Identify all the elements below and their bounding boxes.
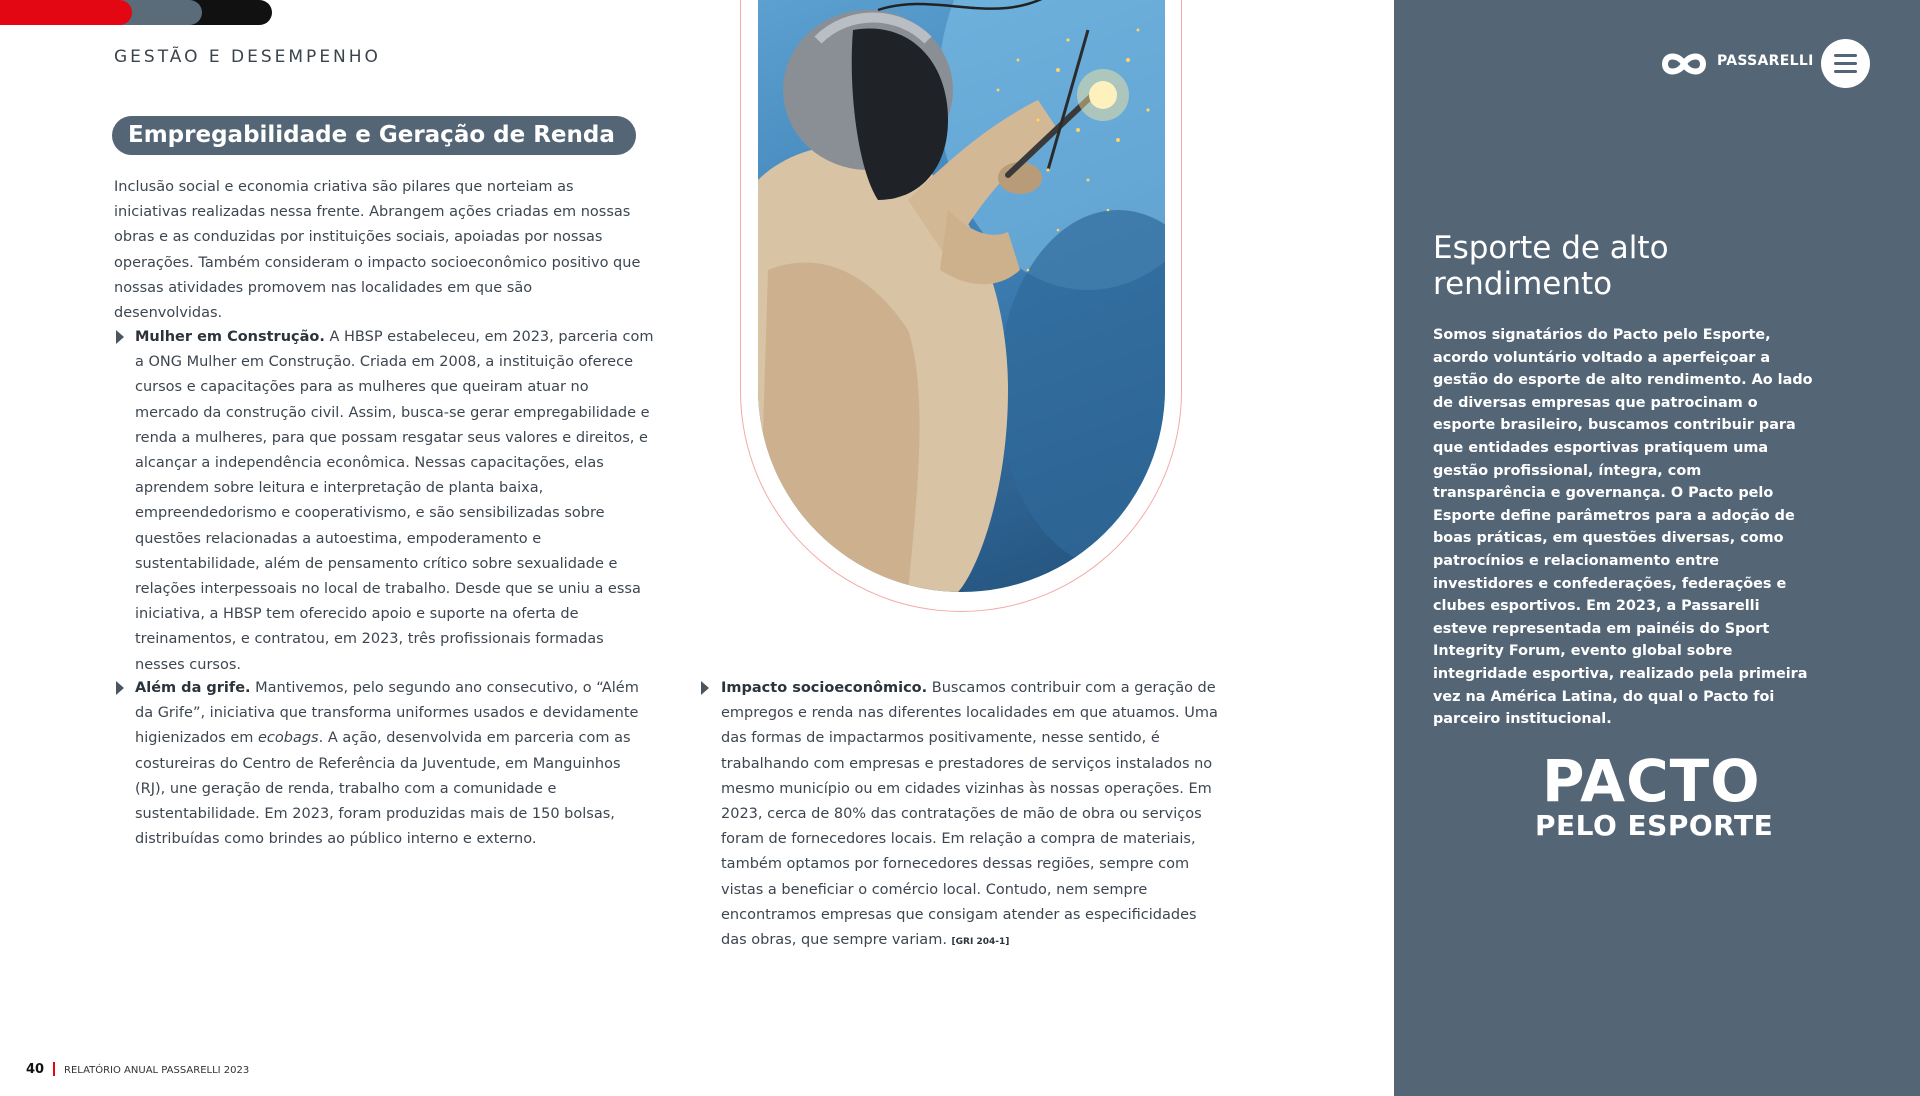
bullet-icon — [701, 681, 709, 695]
pacto-logo-subtitle: PELO ESPORTE — [1535, 809, 1774, 842]
bullet-mulher-em-construcao — [135, 325, 655, 678]
progress-tabs — [0, 0, 272, 25]
progress-tab-red[interactable] — [0, 0, 132, 25]
bullet-body: A HBSP estabeleceu, em 2023, parceria com a ONG Mulher em Construção. Criada em 2008, a instituição oferece cursos e capacitações para as mulheres que queiram atuar no mercado da construção civil. Assim, busca-se gerar empregabilidade e renda a mulheres, para que possam resgatar seus valores e direitos, e alcançar a independência econômica. Nessas capacitações, elas aprendem sobre leitura e interpretação de planta baixa, empreendedorismo e cooperativismo, e são sensibilizadas sobre questões relacionadas a autoestima, empoderamento e sustentabilidade, além de pensamento crítico sobre sexualidade e relações interpessoais no local de trabalho. Desde que se uniu a essa iniciativa, a HBSP tem oferecido apoio e suporte na oferta de treinamentos, e contratou, em 2023, três profissionais formadas nesses cursos. — [135, 329, 654, 673]
footer-divider — [53, 1062, 55, 1076]
page-number: 40 — [26, 1062, 45, 1077]
panel-title: Esporte de alto rendimento — [1433, 230, 1669, 302]
welder-illustration — [758, 0, 1165, 592]
gri-reference: [GRI 204-1] — [951, 937, 1010, 948]
intro-paragraph: Inclusão social e economia criativa são pilares que norteiam as iniciativas realizadas nessa frente. Abrangem ações criadas em nossas obras e as conduzidas por instituições sociais, apoiadas por nossas operações. Também consideram o impacto socioeconômico positivo que nossas atividades promovem nas localidades em que são desenvolvidas. — [114, 179, 641, 322]
brand-name[interactable]: PASSARELLI — [1717, 53, 1814, 69]
welder-photo — [758, 0, 1165, 592]
hamburger-icon — [1834, 70, 1857, 73]
bullet-body: Mantivemos, pelo segundo ano consecutivo, o “Além da Grife”, iniciativa que transforma uniformes usados e devidamente higienizados em — [135, 680, 639, 747]
section-label: GESTÃO E DESEMPENHO — [114, 47, 381, 67]
passarelli-logo-icon — [1661, 48, 1707, 80]
bullet-body: Buscamos contribuir com a geração de empregos e renda nas diferentes localidades em que atuamos. Uma das formas de impactarmos positivamente, nesse sentido, é trabalhando com empresas e prestadores de serviços instalados no mesmo município ou em cidades vizinhas às nossas operações. Em 2023, cerca de 80% das contratações de mão de obra ou serviços foram de fornecedores locais. Em relação a compra de materiais, também optamos por fornecedores dessas regiões, sempre com vistas a beneficiar o comércio local. Contudo, nem sempre encontramos empresas que consigam atender as especificidades das obras, que sempre variam. — [721, 680, 1218, 949]
bullet-icon — [116, 330, 124, 344]
bullet-body-end: . A ação, desenvolvida em parceria com as costureiras do Centro de Referência da Juventude, em Manguinhos (RJ), une geração de renda, trabalho com a comunidade e sustentabilidade. Em 2023, foram produzidas mais de 150 bolsas, distribuídas como brindes ao público interno e externo. — [135, 730, 631, 848]
menu-button[interactable] — [1821, 39, 1870, 88]
bullet-impacto-socioeconomico — [721, 676, 1221, 955]
bullet-alem-da-grife — [135, 676, 655, 852]
bullet-emphasis: ecobags — [257, 730, 319, 747]
section-heading-text: Empregabilidade e Geração de Renda — [128, 122, 615, 148]
report-title: RELATÓRIO ANUAL PASSARELLI 2023 — [64, 1065, 250, 1076]
bullet-icon — [116, 681, 124, 695]
section-heading — [112, 116, 636, 155]
pacto-logo-title: PACTO — [1542, 747, 1761, 815]
hamburger-icon — [1834, 54, 1857, 57]
bullet-title: Mulher em Construção. — [135, 329, 325, 345]
hamburger-icon — [1834, 62, 1857, 65]
panel-text: Somos signatários do Pacto pelo Esporte, acordo voluntário voltado a aperfeiçoar a gestão do esporte de alto rendimento. Ao lado de diversas empresas que patrocinam o esporte brasileiro, buscamos contribuir para que entidades esportivas pratiquem uma gestão profissional, íntegra, com transparência e governança. O Pacto pelo Esporte define parâmetros para a adoção de boas práticas, em questões diversas, como patrocínios e relacionamento entre investidores e confederações, federações e clubes esportivos. Em 2023, a Passarelli esteve representada em painéis do Sport Integrity Forum, evento global sobre integridade esportiva, realizado pela primeira vez na América Latina, do qual o Pacto foi parceiro institucional. — [1433, 327, 1813, 728]
bullet-title: Além da grife. — [135, 680, 251, 696]
bullet-title: Impacto socioeconômico. — [721, 680, 928, 696]
